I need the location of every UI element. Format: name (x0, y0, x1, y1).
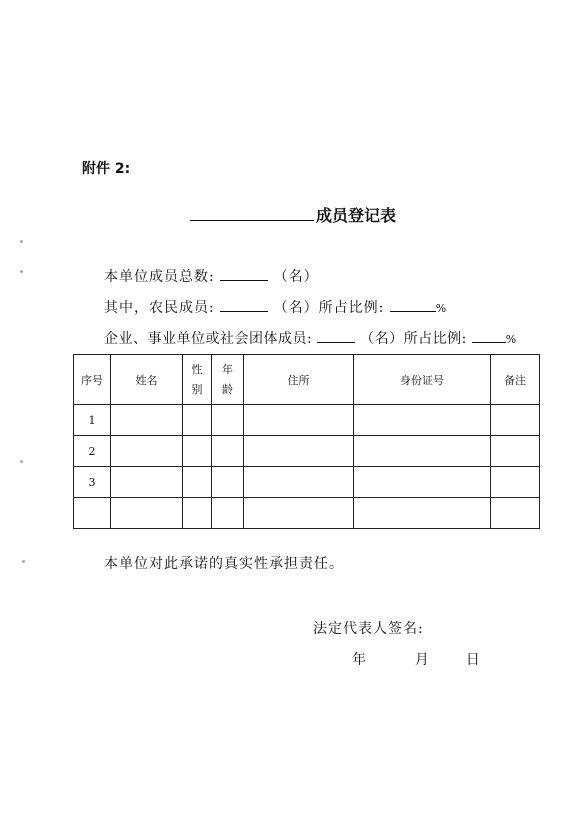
member-register-table (73, 354, 540, 529)
cell-gender[interactable] (183, 467, 212, 498)
cell-address[interactable] (244, 467, 354, 498)
cell-remarks[interactable] (491, 436, 540, 467)
cell-id-number[interactable] (354, 467, 491, 498)
cell-age[interactable] (212, 498, 244, 529)
org-members-label: 企业、事业单位或社会团体成员: (104, 331, 313, 347)
scan-speck (20, 240, 23, 243)
scan-speck (22, 560, 25, 563)
header-name: 姓名 (111, 355, 183, 405)
total-members-label: 本单位成员总数: (104, 269, 215, 285)
scan-speck (20, 460, 23, 463)
org-ratio-blank[interactable] (472, 330, 506, 343)
org-members-unit: （名）所占比例: (360, 331, 467, 347)
total-members-unit: （名） (273, 269, 319, 285)
cell-age[interactable] (212, 467, 244, 498)
cell-remarks[interactable] (491, 498, 540, 529)
cell-age[interactable] (212, 436, 244, 467)
cell-address[interactable] (244, 498, 354, 529)
signature-label: 法定代表人签名: (313, 621, 424, 637)
cell-address[interactable] (244, 436, 354, 467)
farmer-members-blank[interactable] (220, 299, 268, 312)
attachment-label: 附件 2: (82, 161, 131, 177)
date-month: 月 (414, 652, 429, 668)
org-pct-sign: % (505, 333, 517, 346)
scan-speck (20, 270, 23, 273)
header-address: 住所 (244, 355, 354, 405)
cell-name[interactable] (111, 405, 183, 436)
farmer-members-label: 其中，农民成员: (104, 300, 215, 316)
cell-name[interactable] (111, 467, 183, 498)
cell-id-number[interactable] (354, 436, 491, 467)
cell-remarks[interactable] (491, 467, 540, 498)
farmer-ratio-blank[interactable] (390, 299, 436, 312)
pledge-statement: 本单位对此承诺的真实性承担责任。 (104, 556, 344, 572)
table-row (74, 467, 540, 498)
row-seq: 1 (74, 405, 111, 436)
total-members-line (104, 266, 319, 286)
row-seq (74, 498, 111, 529)
date-day: 日 (465, 652, 480, 668)
header-gender: 性 别 (183, 355, 212, 405)
cell-gender[interactable] (183, 436, 212, 467)
title-blank-line (190, 203, 314, 221)
form-title: 成员登记表 (316, 206, 397, 225)
header-age: 年 龄 (212, 355, 244, 405)
table-row (74, 405, 540, 436)
farmer-pct-sign: % (435, 302, 448, 315)
date-year: 年 (352, 652, 366, 668)
farmer-members-line (104, 297, 447, 317)
cell-id-number[interactable] (354, 498, 491, 529)
total-members-blank[interactable] (220, 268, 268, 281)
cell-name[interactable] (111, 436, 183, 467)
cell-remarks[interactable] (491, 405, 540, 436)
org-members-line (104, 328, 517, 348)
header-seq: 序号 (74, 355, 111, 405)
cell-gender[interactable] (183, 405, 212, 436)
cell-name[interactable] (111, 498, 183, 529)
cell-age[interactable] (212, 405, 244, 436)
table-header-row (74, 355, 540, 405)
cell-gender[interactable] (183, 498, 212, 529)
org-members-blank[interactable] (317, 330, 355, 343)
cell-id-number[interactable] (354, 405, 491, 436)
date-line (352, 649, 480, 669)
row-seq: 2 (74, 436, 111, 467)
table-row (74, 498, 540, 529)
cell-address[interactable] (244, 405, 354, 436)
row-seq: 3 (74, 467, 111, 498)
farmer-members-unit: （名）所占比例: (273, 300, 385, 316)
header-remarks: 备注 (491, 355, 540, 405)
header-id-number: 身份证号 (354, 355, 491, 405)
table-row (74, 436, 540, 467)
